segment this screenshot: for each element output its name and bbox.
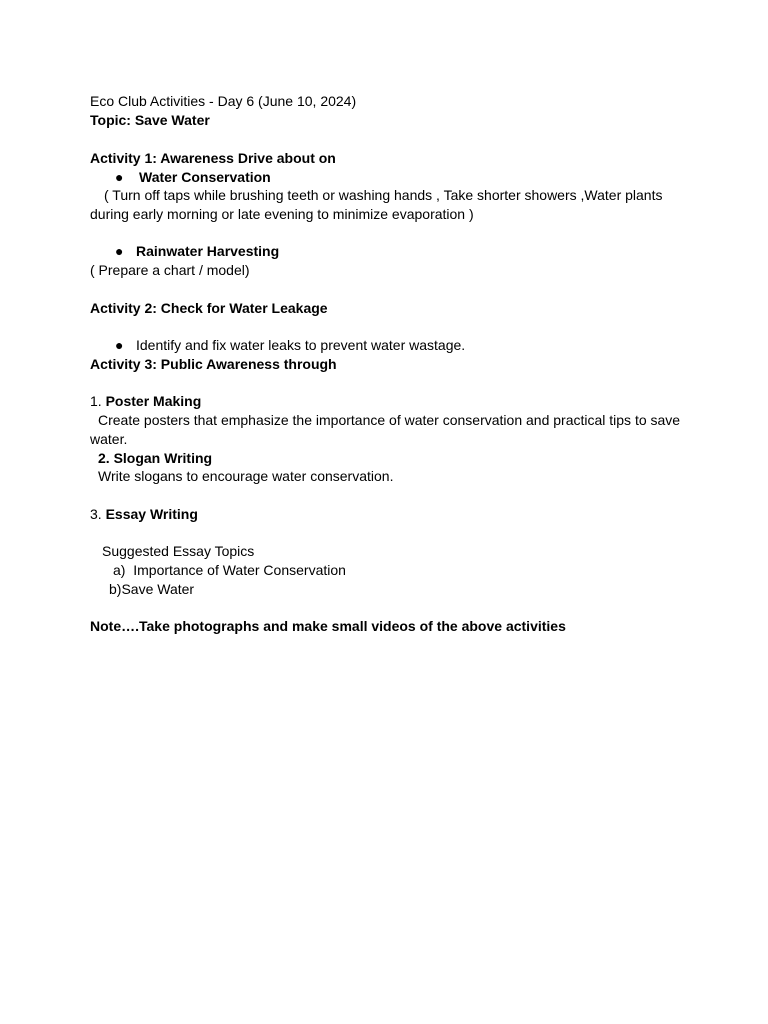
bullet-icon: ●: [115, 169, 124, 185]
poster-making-item: [90, 392, 690, 410]
essay-writing-label: Essay Writing: [105, 506, 198, 522]
note-text: Note….Take photographs and make small videos of the above activities: [90, 618, 566, 634]
activity-3-heading: Activity 3: Public Awareness through: [90, 356, 337, 372]
leakage-bullet-text: Identify and fix water leaks to prevent water wastage.: [136, 337, 466, 353]
activity-2-heading: Activity 2: Check for Water Leakage: [90, 300, 328, 316]
essay-topic-a: [113, 561, 713, 579]
water-conservation-text: ( Turn off taps while brushing teeth or washing hands , Take shorter showers ,Water plants during early morning or late evening to minimize evaporation ): [90, 187, 663, 222]
essay-writing-item: [90, 505, 690, 523]
poster-making-text: Create posters that emphasize the importance of water conservation and practical tips to save water.: [90, 412, 681, 447]
slogan-writing-text: Write slogans to encourage water conservation.: [98, 468, 394, 484]
essay-topics-heading: Suggested Essay Topics: [102, 543, 255, 559]
topic-heading: Topic: Save Water: [90, 112, 210, 128]
rainwater-harvesting-text: ( Prepare a chart / model): [90, 262, 250, 278]
rainwater-harvesting-label: Rainwater Harvesting: [136, 243, 280, 259]
water-conservation-label: Water Conservation: [139, 169, 271, 185]
bullet-icon: ●: [115, 337, 124, 353]
item-number: 1.: [90, 393, 102, 409]
bullet-icon: ●: [115, 243, 124, 259]
item-number: 3.: [90, 506, 102, 522]
poster-making-label: Poster Making: [105, 393, 202, 409]
document-title: Eco Club Activities - Day 6 (June 10, 2024): [90, 93, 357, 109]
activity-1-heading: Activity 1: Awareness Drive about on: [90, 150, 336, 166]
slogan-writing-label: 2. Slogan Writing: [98, 450, 213, 466]
topic-a-text: Importance of Water Conservation: [133, 562, 346, 578]
essay-topic-b: b)Save Water: [109, 581, 195, 597]
topic-a-marker: a): [113, 562, 126, 578]
